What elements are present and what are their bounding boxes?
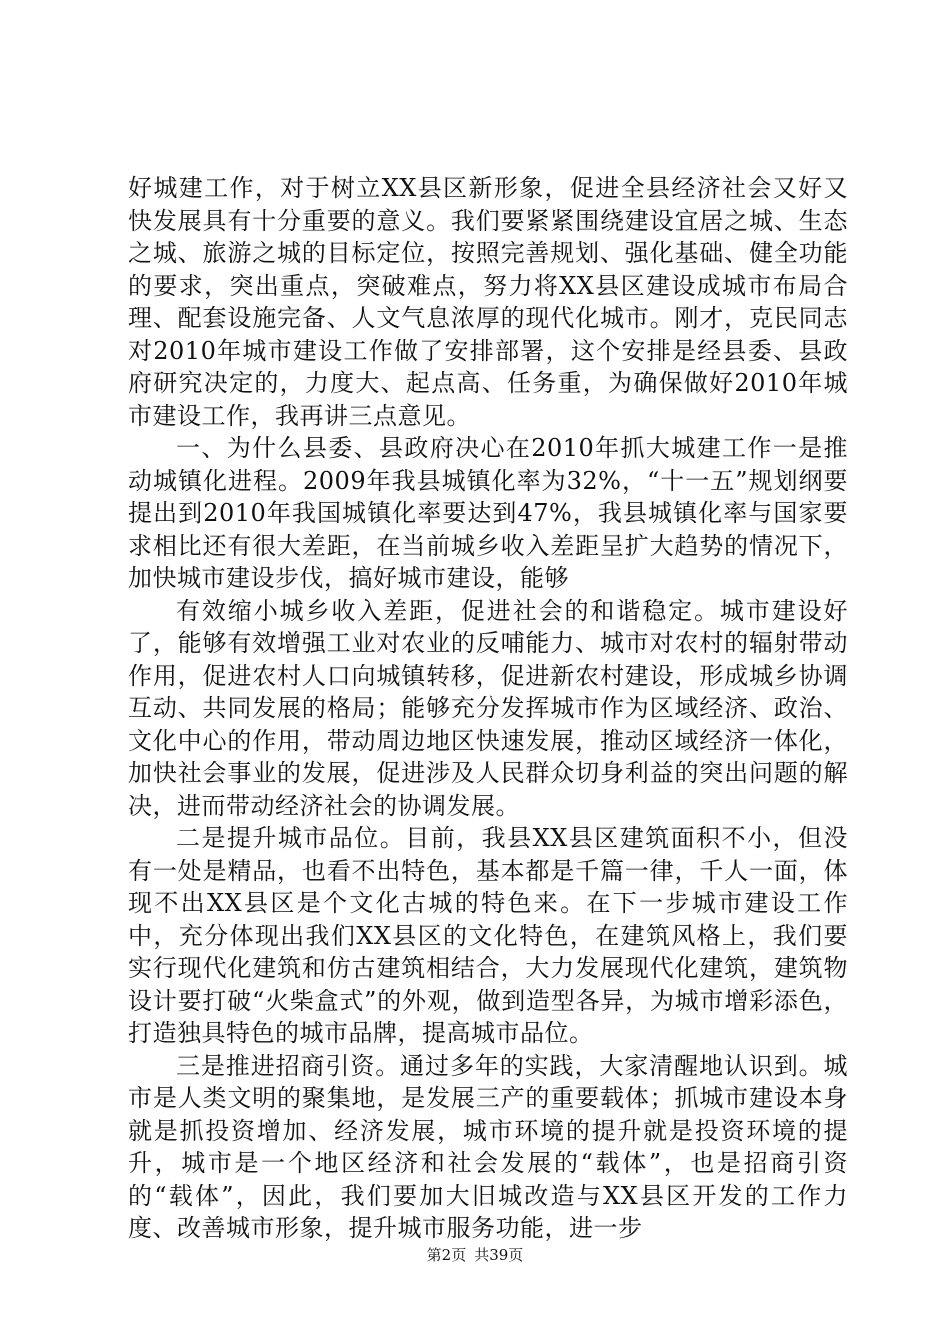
page-number: 第2页: [426, 1246, 467, 1264]
paragraph-5: 三是推进招商引资。通过多年的实践，大家清醒地认识到。城市是人类文明的聚集地，是发展三产的重要载体；抓城市建设本身就是抓投资增加、经济发展，城市环境的提升就是投资环境的提升，城市是一个地区经济和社会发展的“载体”，也是招商引资的“载体”，因此，我们要加大旧城改造与XX县区开发的工作力度、改善城市形象，提升城市服务功能，进一步: [128, 1051, 848, 1242]
paragraph-3: 有效缩小城乡收入差距，促进社会的和谐稳定。城市建设好了，能够有效增强工业对农业的反哺能力、城市对农村的辐射带动作用，促进农村人口向城镇转移，促进新农村建设，形成城乡协调互动、共同发展的格局；能够充分发挥城市作为区域经济、政治、文化中心的作用，带动周边地区快速发展，推动区域经济一体化，加快社会事业的发展，促进涉及人民群众切身利益的突出问题的解决，进而带动经济社会的协调发展。: [128, 596, 848, 820]
paragraph-1: 好城建工作，对于树立XX县区新形象，促进全县经济社会又好又快发展具有十分重要的意义。我们要紧紧围绕建设宜居之城、生态之城、旅游之城的目标定位，按照完善规划、强化基础、健全功能的要求，突出重点，突破难点，努力将XX县区建设成城市布局合理、配套设施完备、人文气息浓厚的现代化城市。刚才，克民同志对2010年城市建设工作做了安排部署，这个安排是经县委、县政府研究决定的，力度大、起点高、任务重，为确保做好2010年城市建设工作，我再讲三点意见。: [128, 174, 848, 430]
paragraph-4: 二是提升城市品位。目前，我县XX县区建筑面积不小，但没有一处是精品，也看不出特色，基本都是千篇一律，千人一面，体现不出XX县区是个文化古城的特色来。在下一步城市建设工作中，充分体现出我们XX县区的文化特色，在建筑风格上，我们要实行现代化建筑和仿古建筑相结合，大力发展现代化建筑，建筑物设计要打破“火柴盒式”的外观，做到造型各异，为城市增彩添色，打造独具特色的城市品牌，提高城市品位。: [128, 824, 848, 1047]
document-body: [128, 172, 848, 1245]
page-footer: [0, 1245, 950, 1265]
paragraph-2: 一、为什么县委、县政府决心在2010年抓大城建工作一是推动城镇化进程。2009年我县城镇化率为32%，“十一五”规划纲要提出到2010年我国城镇化率要达到47%，我县城镇化率与国家要求相比还有很大差距，在当前城乡收入差距呈扩大趋势的情况下，加快城市建设步伐，搞好城市建设，能够: [128, 434, 848, 592]
page-total: 共39页: [474, 1246, 524, 1264]
